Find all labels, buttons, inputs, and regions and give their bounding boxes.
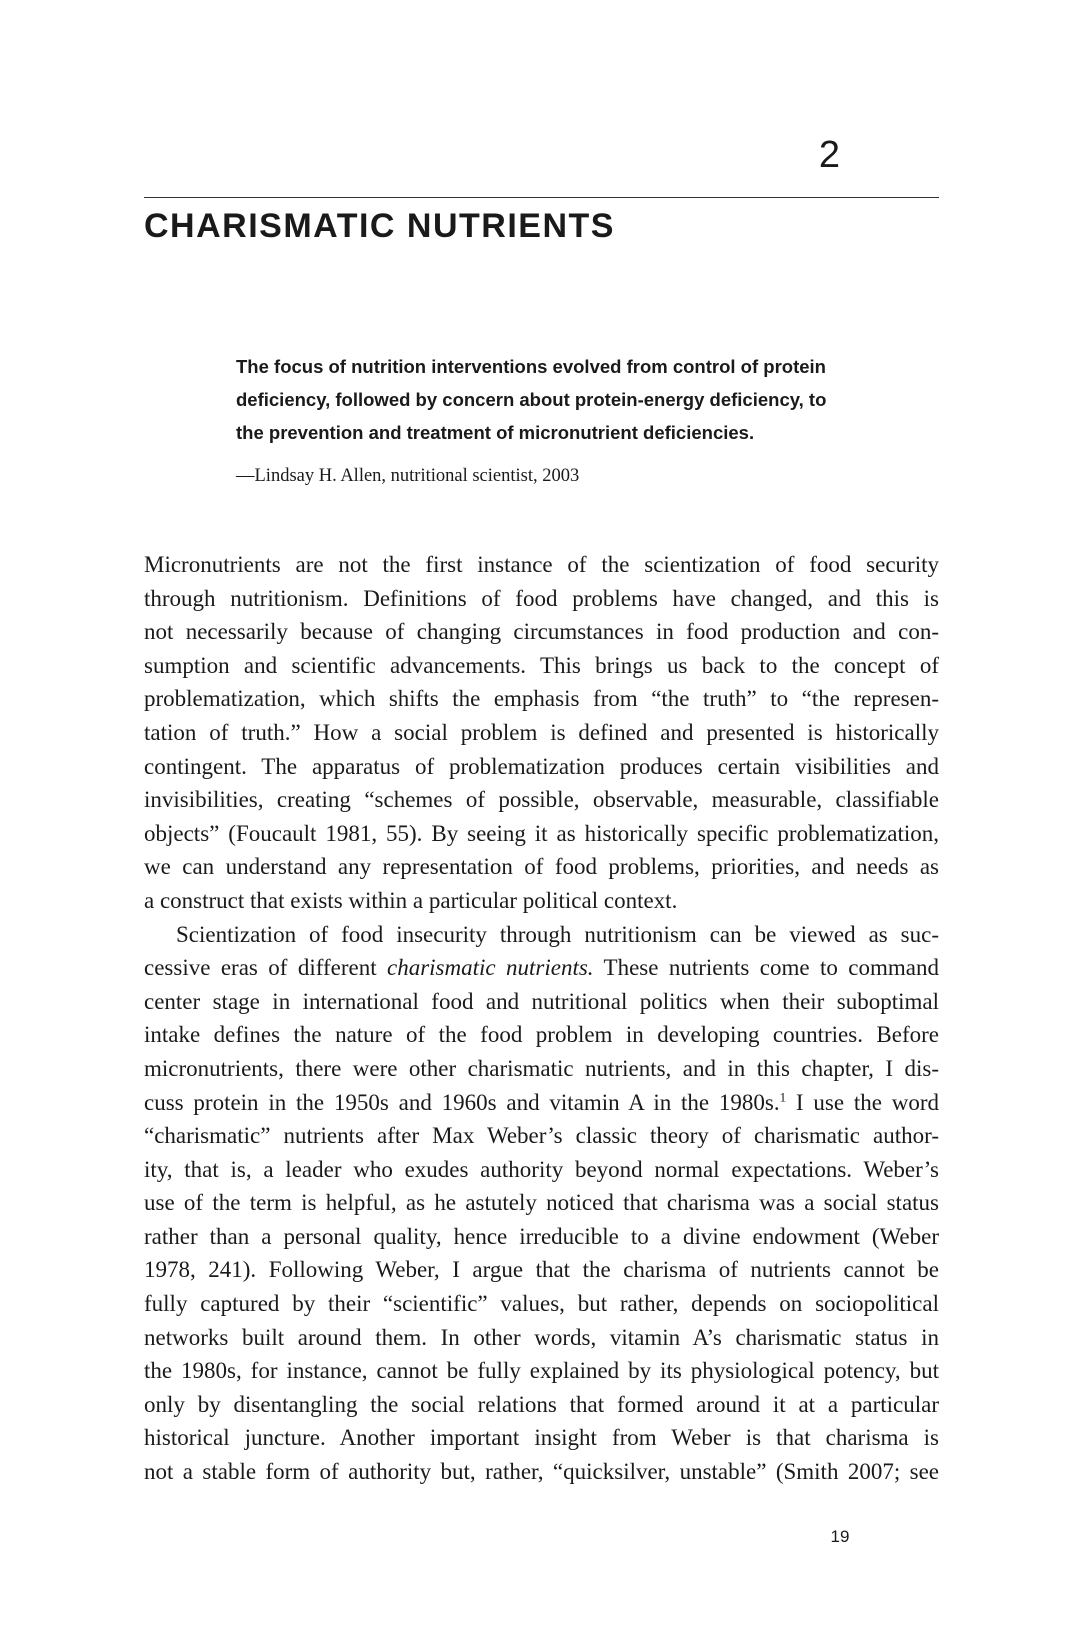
text-line: 1978, 241). Following Weber, I argue that the charisma of nutrients cannot be [144,1257,939,1283]
chapter-title: CHARISMATIC NUTRIENTS [144,207,615,245]
chapter-divider-rule [144,197,939,198]
text-line: ity, that is, a leader who exudes authority beyond normal expectations. Weber’s [144,1156,939,1182]
text-line: historical juncture. Another important insight from Weber is that charisma is [144,1425,939,1451]
paragraph-1 [144,548,939,918]
text-line: the 1980s, for instance, cannot be fully explained by its physiological potency, but [144,1358,939,1384]
text-line: tation of truth.” How a social problem is defined and presented is historically [144,719,939,745]
text-line: through nutritionism. Definitions of food problems have changed, and this is [144,585,939,611]
footnote-marker[interactable]: 1 [779,1088,787,1104]
body-text [144,548,939,1489]
text-line: problematization, which shifts the emphasis from “the truth” to “the represen- [144,686,939,712]
text-line: Scientization of food insecurity through nutritionism can be viewed as suc- [176,921,939,947]
text-line: invisibilities, creating “schemes of possible, observable, measurable, classifiable [144,787,939,813]
text-line [144,951,939,985]
text-line: sumption and scientific advancements. This brings us back to the concept of [144,652,939,678]
text-line: not necessarily because of changing circumstances in food production and con- [144,619,939,645]
epigraph [236,350,939,489]
text-line [144,1086,939,1120]
epigraph-quote [236,350,939,449]
text-line: only by disentangling the social relations that formed around it at a particular [144,1391,939,1417]
text-line: contingent. The apparatus of problematization produces certain visibilities and [144,753,939,779]
paragraph-2 [144,918,939,1489]
text-line: a construct that exists within a particular political context. [144,887,678,913]
epigraph-line: The focus of nutrition interventions evolved from control of protein [236,356,826,377]
text-segment: cuss protein in the 1950s and 1960s and vitamin A in the 1980s. [144,1089,780,1115]
epigraph-line: the prevention and treatment of micronutrient deficiencies. [236,422,755,443]
text-segment: I use the word [786,1089,939,1115]
epigraph-attribution: —Lindsay H. Allen, nutritional scientist, 2003 [236,466,580,486]
text-line: “charismatic” nutrients after Max Weber’s classic theory of charismatic author- [144,1123,939,1149]
page-number: 19 [830,1527,850,1546]
italic-term: charismatic nutrients. [387,955,594,981]
text-segment: These nutrients come to command [593,955,939,981]
chapter-number: 2 [818,134,840,176]
text-line: micronutrients, there were other charismatic nutrients, and in this chapter, I dis- [144,1055,939,1081]
text-line: rather than a personal quality, hence irreducible to a divine endowment (Weber [144,1223,939,1249]
epigraph-line: deficiency, followed by concern about protein-energy deficiency, to [236,389,827,410]
text-line: networks built around them. In other words, vitamin A’s charismatic status in [144,1324,939,1350]
text-line: fully captured by their “scientific” values, but rather, depends on sociopolitical [144,1291,939,1317]
text-line: Micronutrients are not the first instance of the scientization of food security [144,552,939,577]
text-line: intake defines the nature of the food problem in developing countries. Before [144,1022,939,1048]
text-line: center stage in international food and nutritional politics when their suboptimal [144,988,939,1014]
text-segment: cessive eras of different [144,955,387,981]
text-line: we can understand any representation of food problems, priorities, and needs as [144,854,939,880]
text-line: not a stable form of authority but, rather, “quicksilver, unstable” (Smith 2007; see [144,1459,939,1485]
text-line: objects” (Foucault 1981, 55). By seeing it as historically specific problematization, [144,820,939,846]
text-line: use of the term is helpful, as he astutely noticed that charisma was a social status [144,1190,939,1216]
